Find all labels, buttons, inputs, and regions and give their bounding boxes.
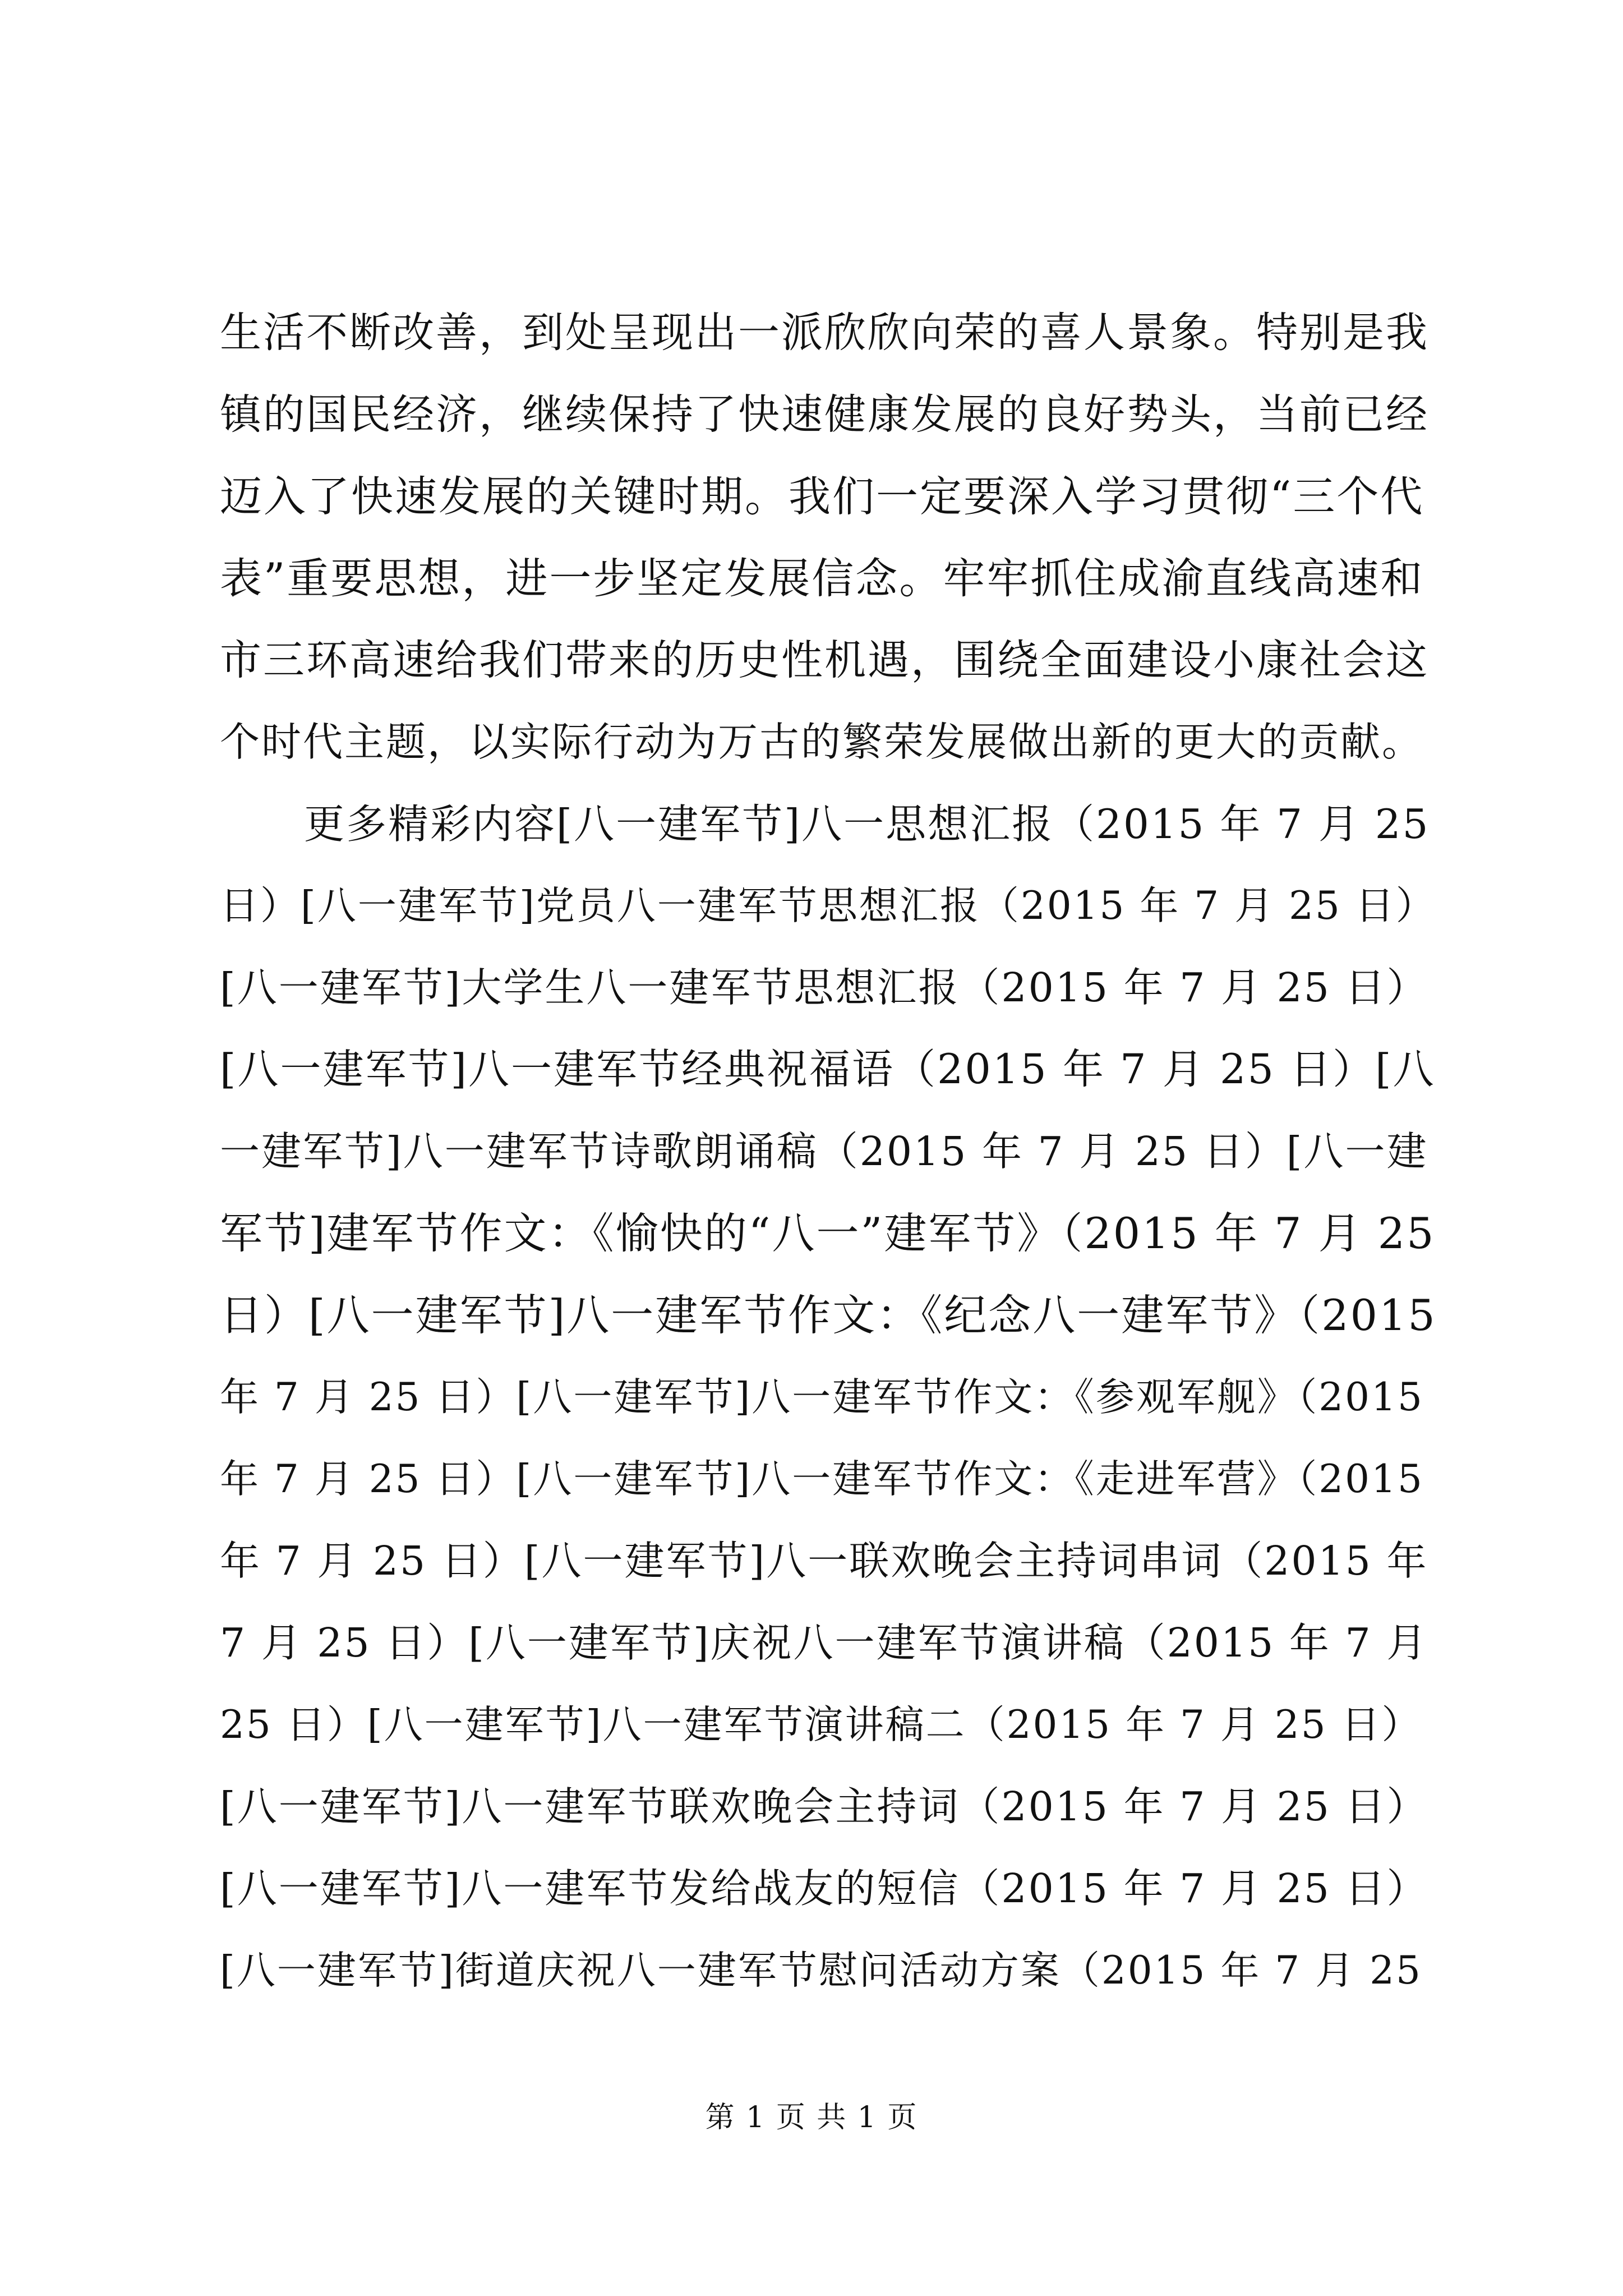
text-line: 市三环高速给我们带来的历史性机遇，围绕全面建设小康社会这 — [220, 636, 1429, 684]
text-line: 表”重要思想，进一步坚定发展信念。牢牢抓住成渝直线高速和 — [220, 554, 1424, 603]
text-line: [八一建军节]大学生八一建军节思想汇报（2015 年 7 月 25 日） — [220, 964, 1428, 1011]
text-line: 生活不断改善，到处呈现出一派欣欣向荣的喜人景象。特别是我 — [220, 309, 1429, 357]
page-number-label: 第 1 页 共 1 页 — [705, 2101, 918, 2134]
text-line: 日）[八一建军节]八一建军节作文：《纪念八一建军节》（2015 — [220, 1290, 1437, 1340]
text-line: 军节]建军节作文：《愉快的“八一”建军节》（2015 年 7 月 25 — [220, 1208, 1436, 1258]
text-line: 年 7 月 25 日）[八一建军节]八一联欢晚会主持词串词（2015 年 — [220, 1538, 1428, 1584]
text-line: 更多精彩内容[八一建军节]八一思想汇报（2015 年 7 月 25 — [220, 800, 1430, 848]
page-footer — [0, 2098, 1623, 2137]
text-line: 个时代主题，以实际行动为万古的繁荣发展做出新的更大的贡献。 — [220, 719, 1424, 765]
text-line: 年 7 月 25 日）[八一建军节]八一建军节作文：《参观军舰》（2015 — [220, 1375, 1424, 1420]
text-line: 日）[八一建军节]党员八一建军节思想汇报（2015 年 7 月 25 日） — [220, 884, 1436, 928]
text-line: 25 日）[八一建军节]八一建军节演讲稿二（2015 年 7 月 25 日） — [220, 1703, 1422, 1747]
text-line: 年 7 月 25 日）[八一建军节]八一建军节作文：《走进军营》（2015 — [220, 1457, 1424, 1502]
text-line: 迈入了快速发展的关键时期。我们一定要深入学习贯彻“三个代 — [220, 472, 1424, 521]
text-line: [八一建军节]街道庆祝八一建军节慰问活动方案（2015 年 7 月 25 — [220, 1948, 1422, 1993]
text-line: [八一建军节]八一建军节发给战友的短信（2015 年 7 月 25 日） — [220, 1865, 1428, 1912]
body-text — [220, 292, 1437, 2012]
text-line: 镇的国民经济，继续保持了快速健康发展的良好势头，当前已经 — [220, 390, 1429, 439]
text-line: 7 月 25 日）[八一建军节]庆祝八一建军节演讲稿（2015 年 7 月 — [220, 1619, 1428, 1666]
text-line: 一建军节]八一建军节诗歌朗诵稿（2015 年 7 月 25 日）[八一建 — [220, 1128, 1428, 1175]
text-line: [八一建军节]八一建军节经典祝福语（2015 年 7 月 25 日）[八 — [220, 1046, 1436, 1093]
text-line: [八一建军节]八一建军节联欢晚会主持词（2015 年 7 月 25 日） — [220, 1783, 1428, 1830]
